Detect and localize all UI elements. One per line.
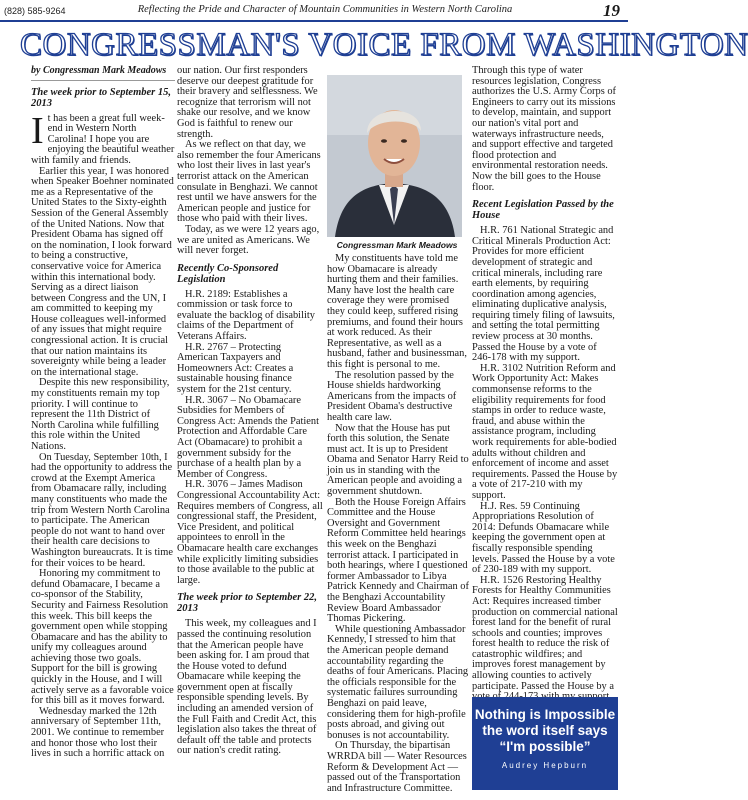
col3-paragraph: My constituents have told me how Obamacare is already hurting them and their families. Many have lost the health care coverage they were promised they could keep, suffered rising premiums, and found their hours at work reduced. As their Representative, as well as a husband, father and businessman, this fight is personal to me. (327, 253, 467, 370)
col3-paragraph: Both the House Foreign Affairs Committee and the House Oversight and Government Reform Committee held hearings this week on the Benghazi terrorist attack. I participated in both hearings, where I questioned former Ambassador to Libya Patrick Kennedy and Chairman of the Benghazi Accountability Review Board Ambassador Thomas Pickering. (327, 496, 469, 625)
col4-paragraph: H.J. Res. 59 Continuing Appropriations Resolution of 2014: Defunds Obamacare while keeping the government open at fiscally responsible spending levels. Passed the House by a vote of 230-189 with my support. (472, 500, 615, 576)
col1-paragraph (31, 109, 175, 167)
quote-author: Audrey Hepburn (501, 761, 589, 770)
portrait-illustration (327, 75, 462, 237)
col2-subhead-week: The week prior to September 22, 2013 (177, 592, 317, 615)
col4-paragraph: H.R. 761 National Strategic and Critical Minerals Production Act: Provides for more efficient development of strategic and critical minerals, including rare earth elements, by requiring coordination among agencies, eliminating duplicative analysis, requiring timely filing of lawsuits, and setting the total permitting review process at 30 months. Passed the House by a vote of 246-178 with my support. (472, 225, 615, 364)
page-number: 19 (603, 1, 620, 20)
col1-paragraph: Earlier this year, I was honored when Speaker Boehner nominated me as a Representative of the United States to the Sixty-eighth Session of the General Assembly of the United Nations. Now that President Obama has signed off on the nomination, I look forward to being a constructive, conservative voice for America within this international body. Serving as a direct liaison between Congress and the UN, I am committed to keeping my House colleagues well-informed of any issues that might require congressional action. It is crucial that our nation maintains its sovereignty while being a leader on the international stage. (31, 165, 174, 378)
col3-paragraph: The resolution passed by the House shields hardworking Americans from the impacts of President Obama's destructive health care law. (327, 369, 457, 423)
quote-text: Nothing is Impossible the word itself says “I'm possible” (474, 707, 616, 754)
col2-paragraph: H.R. 2767 – Protecting American Taxpayers and Homeowners Act: Creates a sustainable housing finance system for the 21st century. (177, 341, 294, 396)
col2-paragraph: H.R. 3067 – No Obamacare Subsidies for Members of Congress Act: Amends the Patient Protection and Affordable Care Act (Obamacare) to prohibit a government subsidy for the purchase of a health plan by a Member of Congress. (177, 394, 319, 480)
col2-paragraph: H.R. 3076 – James Madison Congressional Accountability Act: Requires members of Congress, all congressional staff, the President, Vice President, and political appointees to enroll in the Obamacare health care exchanges while explicitly limiting subsidies to those available to the public at large. (177, 479, 323, 586)
byline: by Congressman Mark Meadows (31, 66, 175, 81)
headline: CONGRESSMAN'S VOICE FROM WASHINGTON (20, 27, 748, 63)
col1-paragraph: Wednesday marked the 12th anniversary of September 11th, 2001. We continue to remember and honor those who lost their lives in such a horrific attack on (31, 705, 165, 760)
col4-paragraph: H.R. 3102 Nutrition Reform and Work Opportunity Act: Makes commonsense reforms to the eligibility requirements for food stamps in order to reduce waste, fraud, and abuse within the assistance program, including work requirements for able-bodied adults without children and enforcement of income and asset requirements. Passed the House by a vote of 217-210 with my support. (472, 362, 618, 501)
col4-subhead: Recent Legislation Passed by the House (472, 199, 614, 222)
photo-caption: Congressman Mark Meadows (336, 240, 458, 250)
drop-cap: I (31, 109, 44, 152)
col3-paragraph: While questioning Ambassador Kennedy, I stressed to him that the American people demand accountability regarding the deaths of four Americans. Placing the officials responsible for the systematic failures surrounding Benghazi on paid leave, considering them for high-profile posts abroad, and giving out bonuses is not accountability. (327, 623, 469, 741)
quote-box (472, 697, 618, 790)
col2-subhead-legislation: Recently Co-Sponsored Legislation (177, 262, 279, 285)
col1-subhead: The week prior to September 15, 2013 (31, 86, 171, 109)
col2-paragraph: H.R. 2189: Establishes a commission or task force to evaluate the backlog of disability claims of the Department of Veterans Affairs. (177, 288, 315, 343)
col2-paragraph: This week, my colleagues and I passed the continuing resolution that the American people have been asking for. I am proud that the House voted to defund Obamacare while keeping the government open at fiscally responsible spending levels. By including an amended version of the Full Faith and Credit Act, this legislation also takes the threat of default off the table and protects our nation's credit rating. (177, 618, 317, 757)
column-2 (177, 66, 323, 757)
header-phone: (828) 585-9264 (4, 6, 66, 16)
col3-paragraph: On Thursday, the bipartisan WRRDA bill — Water Resources Reform & Development Act — passed out of the Transportation and Infrastructure Committee. (327, 740, 467, 794)
header-rule (0, 20, 628, 22)
column-3 (327, 254, 469, 794)
page-header (0, 0, 628, 22)
col3-paragraph: Now that the House has put forth this solution, the Senate must act. It is up to President Obama and Senator Harry Reid to join us in standing with the American people and avoiding a government shutdown. (327, 422, 469, 498)
col1-paragraph: Despite this new responsibility, my constituents remain my top priority. I will continue to represent the 11th District of North Carolina while fulfilling this role within the United Nations. (31, 377, 170, 452)
col4-paragraph: H.R. 1526 Restoring Healthy Forests for Healthy Communities Act: Requires increased timber production on commercial national forest land for the benefit of rural schools and counties; improves forest health to reduce the risk of catastrophic wildfires; and improves forest management by allowing counties to actively participate. Passed the House by a (472, 574, 618, 692)
col4-paragraph: Through this type of water resources legislation, Congress authorizes the U.S. Army Corps of Engineers to carry out its missions to develop, maintain, and support our nation's vital port and waterways infrastructure needs, and support effective and targeted flood protection and environmental restoration needs. Now the bill goes to the House floor. (472, 65, 617, 193)
col2-paragraph: Today, as we were 12 years ago, we are united as Americans. We will never forget. (177, 223, 320, 257)
col1-paragraph: On Tuesday, September 10th, I had the opportunity to address the crowd at the Exempt America from Obamacare rally, including many constituents who made the trip from Western North Carolina to participate. The American people do not want to hand over their health care decisions to Washington bureaucrats. It is time for their voices to be heard. (31, 451, 173, 569)
column-1 (31, 66, 175, 760)
col1-paragraph: Honoring my commitment to defund Obamacare, I became a co-sponsor of the Stability, Security and Fairness Resolution this week. This bill keeps the government open while stopping Obamacare and has the ability to unify my colleagues around achieving those two goals. Support for the bill is growing quickly in the House, and I will actively serve as a favorable voice for this bill as it moves forward. (31, 568, 174, 707)
column-4 (472, 66, 618, 703)
congressman-photo (327, 75, 462, 237)
col2-paragraph: our nation. Our first responders deserve our deepest gratitude for their bravery and selflessness. We recognize that terrorism will not shake our resolve, and we know God is faithful to renew our strength. (177, 65, 318, 140)
col1-p1-text: t has been a great full week-end in Western North Carolina! I hope you are enjoying the beautiful weather with family and friends. (31, 112, 175, 166)
header-tagline: Reflecting the Pride and Character of Mountain Communities in Western North Carolina (137, 4, 513, 15)
col2-paragraph: As we reflect on that day, we also remember the four Americans who lost their lives in last year's terrorist attack on the American consulate in Benghazi. We cannot rest until we have answers for the American people and justice for those who paid with their lives. (177, 139, 321, 225)
